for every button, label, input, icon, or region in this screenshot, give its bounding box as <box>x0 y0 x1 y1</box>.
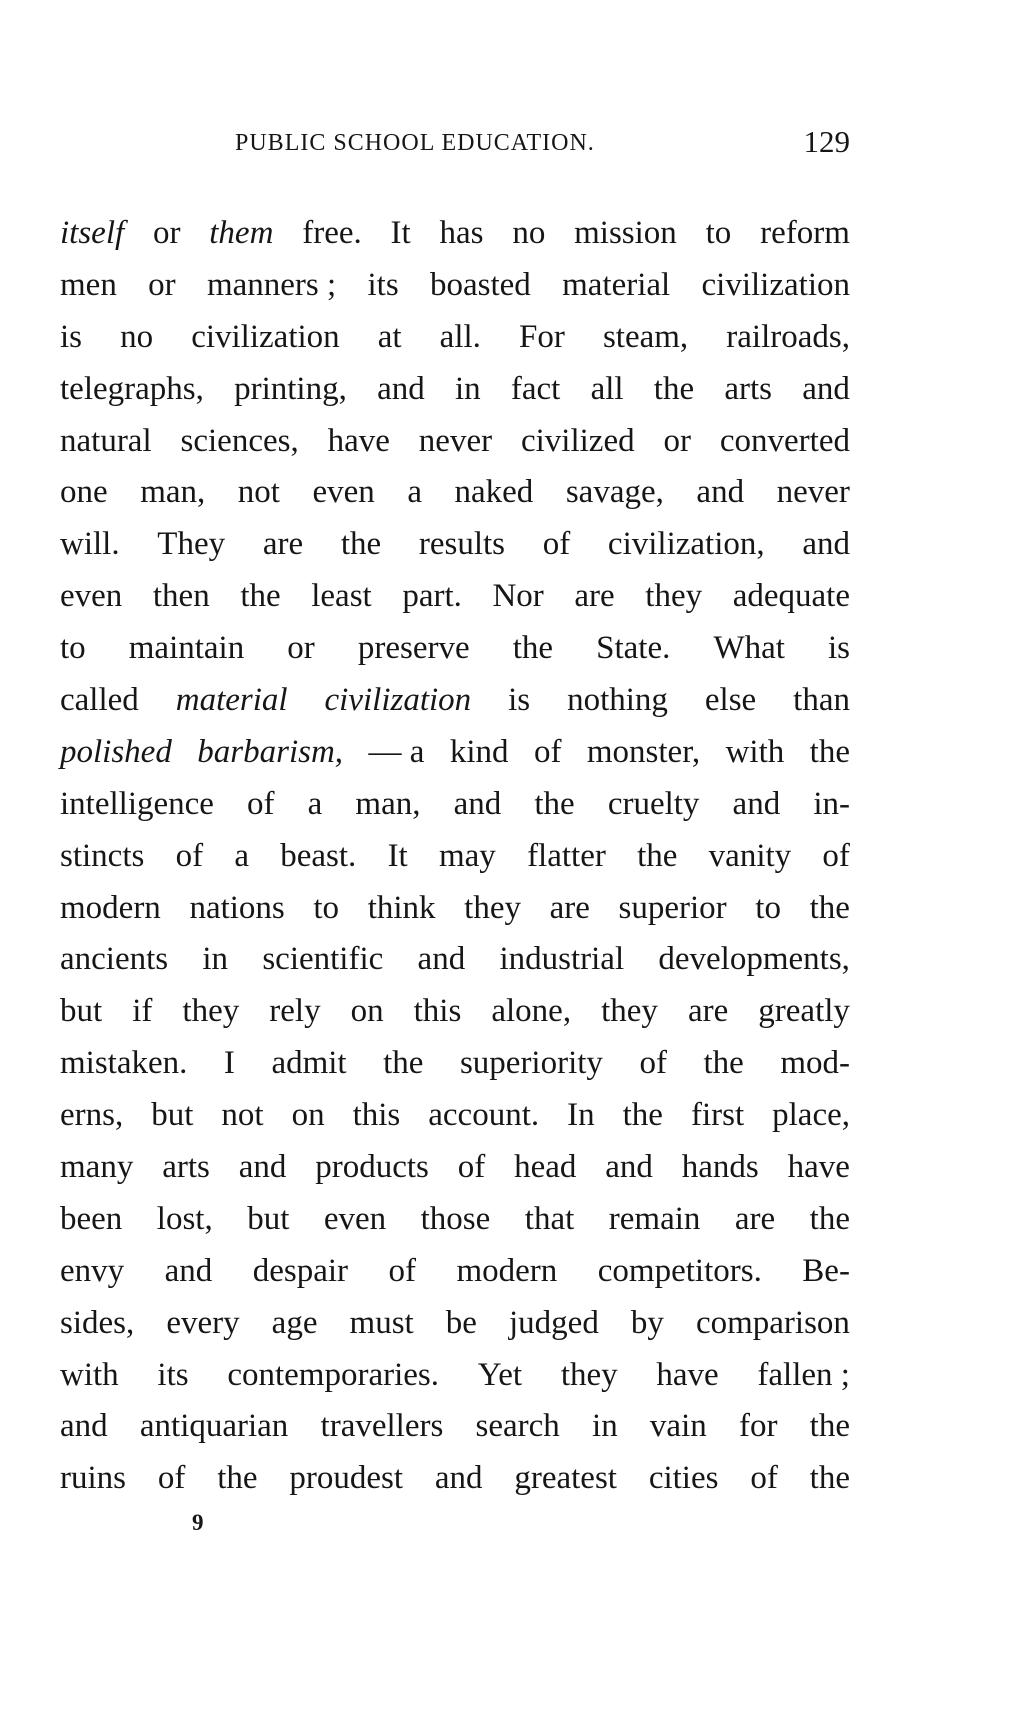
text-line <box>60 1401 850 1453</box>
word: of <box>542 526 571 563</box>
word: they <box>182 993 240 1030</box>
word: must <box>349 1304 414 1341</box>
word: if <box>132 993 153 1030</box>
word: to <box>313 889 340 926</box>
word: of <box>750 1460 778 1497</box>
word: intelligence <box>60 785 214 822</box>
word: What <box>713 630 785 667</box>
word: or <box>287 630 315 667</box>
word: fallen ; <box>757 1356 850 1393</box>
word: search <box>475 1408 560 1445</box>
word: even <box>312 474 375 511</box>
word: the <box>653 370 695 407</box>
word: first <box>690 1097 745 1134</box>
word: been <box>60 1200 123 1237</box>
word: vain <box>649 1408 707 1445</box>
word: are <box>734 1200 776 1237</box>
word: and <box>417 941 466 978</box>
running-header <box>60 124 855 164</box>
word: a <box>407 474 422 511</box>
text-line <box>60 312 850 364</box>
word: nothing <box>567 682 668 719</box>
italic-word: barbarism, <box>197 733 344 770</box>
word: for <box>738 1408 778 1445</box>
word: is <box>827 630 850 667</box>
word: products <box>315 1149 429 1186</box>
word: in- <box>813 785 850 822</box>
word: age <box>271 1304 318 1341</box>
word: at <box>377 318 402 355</box>
word: not <box>237 474 280 511</box>
word: of <box>388 1252 417 1289</box>
text-line <box>60 571 850 623</box>
word <box>176 675 288 727</box>
word: part. <box>402 578 462 615</box>
signature-mark: 9 <box>192 1510 204 1535</box>
word: men <box>60 266 117 303</box>
word <box>197 727 343 779</box>
word: kind <box>449 733 509 770</box>
word: flatter <box>527 837 606 874</box>
word: modern <box>60 889 161 926</box>
word: Nor <box>492 578 544 615</box>
word: many <box>60 1149 134 1186</box>
word: naked <box>454 474 534 511</box>
word: mod- <box>780 1045 850 1082</box>
word: arts <box>724 370 772 407</box>
word: cities <box>648 1460 719 1497</box>
word: rely <box>269 993 321 1030</box>
word: mistaken. <box>60 1045 188 1082</box>
word: or <box>148 266 176 303</box>
word: and <box>696 474 745 511</box>
text-line <box>60 986 850 1038</box>
word: nations <box>189 889 285 926</box>
word: greatly <box>758 993 850 1030</box>
word: comparison <box>695 1304 850 1341</box>
word: then <box>152 578 210 615</box>
word: and <box>377 370 425 407</box>
word: and <box>60 1408 108 1445</box>
word: to <box>755 889 781 926</box>
word: It <box>387 837 408 874</box>
word: and <box>605 1149 653 1186</box>
word: to <box>60 630 86 667</box>
word: but <box>60 993 103 1030</box>
word: converted <box>719 422 850 459</box>
word: with <box>60 1356 119 1393</box>
word: least <box>311 578 372 615</box>
page-number: 129 <box>803 124 850 159</box>
word: sides, <box>60 1304 135 1341</box>
word: steam, <box>602 318 689 355</box>
word: have <box>787 1149 850 1186</box>
word: man, <box>140 474 206 511</box>
word: no <box>120 318 154 355</box>
word: the <box>217 1460 258 1497</box>
word: hands <box>681 1149 759 1186</box>
word: its <box>157 1356 189 1393</box>
word: free. <box>302 215 362 251</box>
word: the <box>703 1045 744 1082</box>
word: the <box>383 1045 424 1082</box>
word: developments, <box>658 941 850 978</box>
word: a <box>307 785 323 822</box>
text-line <box>60 1090 850 1142</box>
word: and <box>238 1149 287 1186</box>
word: by <box>630 1304 664 1341</box>
text-line <box>60 519 850 571</box>
word: but <box>151 1097 194 1134</box>
word: no <box>512 215 546 251</box>
word: judged <box>509 1304 599 1341</box>
word: results <box>418 526 506 563</box>
word: are <box>262 526 304 563</box>
word: They <box>157 526 226 563</box>
word: mission <box>574 215 677 251</box>
word: have <box>327 422 390 459</box>
italic-word: them <box>209 215 274 251</box>
word: Yet <box>477 1356 523 1393</box>
word: is <box>60 318 83 355</box>
word: boasted <box>429 266 531 303</box>
word: the <box>809 1200 850 1237</box>
word: civilization <box>191 318 340 355</box>
word: of <box>639 1045 667 1082</box>
word: and <box>434 1460 483 1497</box>
word <box>60 727 172 779</box>
word: scientific <box>262 941 384 978</box>
word: to <box>705 215 732 251</box>
word: of <box>175 837 204 874</box>
word: remain <box>608 1200 701 1237</box>
word: all. <box>439 318 481 355</box>
word: printing, <box>234 370 347 407</box>
word: material <box>562 266 671 303</box>
word: antiquarian <box>139 1408 289 1445</box>
word: in <box>454 370 481 407</box>
word: and <box>732 785 781 822</box>
word: despair <box>252 1252 349 1289</box>
text-line <box>60 1298 850 1350</box>
word: travellers <box>320 1408 444 1445</box>
word: the <box>534 785 575 822</box>
word: adequate <box>732 578 850 615</box>
text-line <box>60 934 850 986</box>
word: superiority <box>459 1045 603 1082</box>
word: the <box>637 837 678 874</box>
word: arts <box>162 1149 210 1186</box>
word: may <box>438 837 496 874</box>
word: even <box>323 1200 387 1237</box>
word: I <box>223 1045 235 1082</box>
word: modern <box>456 1252 558 1289</box>
word: in <box>202 941 229 978</box>
word: beast. <box>280 837 357 874</box>
word: sciences, <box>180 422 299 459</box>
text-line <box>60 831 850 883</box>
word: of <box>247 785 275 822</box>
word: fact <box>510 370 561 407</box>
word: cruelty <box>607 785 700 822</box>
word: Be- <box>802 1252 850 1289</box>
word: one <box>60 474 108 511</box>
running-title: PUBLIC SCHOOL EDUCATION. <box>235 130 595 156</box>
word: are <box>574 578 615 615</box>
word: stincts <box>60 837 145 874</box>
text-line <box>60 208 850 260</box>
word: head <box>514 1149 577 1186</box>
word: every <box>166 1304 240 1341</box>
word: and <box>802 370 850 407</box>
word: vanity <box>708 837 792 874</box>
word: the <box>809 1408 850 1445</box>
word: alone, <box>491 993 572 1030</box>
word: maintain <box>128 630 245 667</box>
word: those <box>420 1200 491 1237</box>
word: the <box>809 733 850 770</box>
text-line <box>60 727 850 779</box>
word: In <box>567 1097 595 1134</box>
word: railroads, <box>726 318 850 355</box>
word: have <box>656 1356 719 1393</box>
word: State. <box>596 630 671 667</box>
word: It <box>390 215 411 251</box>
italic-word: civilization <box>324 682 472 719</box>
word: civilization <box>701 266 850 303</box>
word: industrial <box>499 941 625 978</box>
word: this <box>352 1097 401 1134</box>
word: telegraphs, <box>60 370 204 407</box>
word: account. <box>428 1097 540 1134</box>
word: envy <box>60 1252 125 1289</box>
text-line <box>60 416 850 468</box>
word: civilization, <box>607 526 765 563</box>
word: they <box>645 578 703 615</box>
word: they <box>464 889 521 926</box>
word <box>209 208 273 260</box>
word: preserve <box>357 630 470 667</box>
text-line <box>60 623 850 675</box>
word: never <box>776 474 850 511</box>
word: even <box>60 578 123 615</box>
word: For <box>519 318 565 355</box>
text-line <box>60 1350 850 1402</box>
word: contemporaries. <box>227 1356 439 1393</box>
word: than <box>793 682 850 719</box>
word: erns, <box>60 1097 124 1134</box>
word: else <box>704 682 757 719</box>
text-line <box>60 883 850 935</box>
word: this <box>413 993 462 1030</box>
word: never <box>418 422 493 459</box>
word: ruins <box>60 1460 126 1497</box>
word: will. <box>60 526 120 563</box>
word: — a <box>368 733 425 770</box>
word: ancients <box>60 941 169 978</box>
word: superior <box>618 889 727 926</box>
word: and <box>802 526 850 563</box>
word: all <box>590 370 624 407</box>
word: proudest <box>289 1460 404 1497</box>
word: and <box>164 1252 213 1289</box>
text-line <box>60 779 850 831</box>
text-line <box>60 675 850 727</box>
word: natural <box>60 422 152 459</box>
word: the <box>340 526 382 563</box>
word: on <box>350 993 384 1030</box>
word: competitors. <box>597 1252 762 1289</box>
word: monster, <box>586 733 701 770</box>
word: of <box>822 837 850 874</box>
word: that <box>524 1200 575 1237</box>
word: on <box>291 1097 325 1134</box>
word <box>60 208 124 260</box>
word: are <box>687 993 729 1030</box>
text-line <box>60 364 850 416</box>
word: the <box>240 578 281 615</box>
word: of <box>533 733 562 770</box>
word: not <box>221 1097 264 1134</box>
text-line <box>60 1038 850 1090</box>
word: with <box>725 733 785 770</box>
italic-word: itself <box>60 215 125 251</box>
word: in <box>592 1408 618 1445</box>
word: they <box>601 993 658 1030</box>
word: the <box>809 1460 850 1497</box>
word: think <box>367 889 436 926</box>
word: the <box>512 630 554 667</box>
word: they <box>560 1356 618 1393</box>
italic-word: material <box>175 682 288 719</box>
word <box>325 675 472 727</box>
word: has <box>439 215 484 251</box>
word: the <box>809 889 850 926</box>
word: and <box>453 785 502 822</box>
word: man, <box>355 785 421 822</box>
text-line <box>60 1246 850 1298</box>
word: but <box>247 1200 290 1237</box>
word: of <box>157 1460 186 1497</box>
word: or <box>663 422 691 459</box>
word: manners ; <box>206 266 337 303</box>
word: called <box>60 682 139 719</box>
word: greatest <box>514 1460 617 1497</box>
word: reform <box>760 215 850 251</box>
word: of <box>457 1149 486 1186</box>
word: place, <box>772 1097 850 1134</box>
italic-word: polished <box>60 733 172 770</box>
text-line <box>60 1194 850 1246</box>
text-line <box>60 1142 850 1194</box>
word: savage, <box>565 474 664 511</box>
word: admit <box>271 1045 347 1082</box>
word: lost, <box>156 1200 213 1237</box>
word: are <box>549 889 590 926</box>
word: is <box>508 682 531 719</box>
word: the <box>622 1097 663 1134</box>
text-line <box>60 260 850 312</box>
body-text <box>60 208 850 1505</box>
word: or <box>152 215 181 251</box>
text-line <box>60 1453 850 1505</box>
word: a <box>234 837 249 874</box>
word: be <box>445 1304 477 1341</box>
word: civilized <box>520 422 635 459</box>
text-line <box>60 467 850 519</box>
word: its <box>367 266 399 303</box>
